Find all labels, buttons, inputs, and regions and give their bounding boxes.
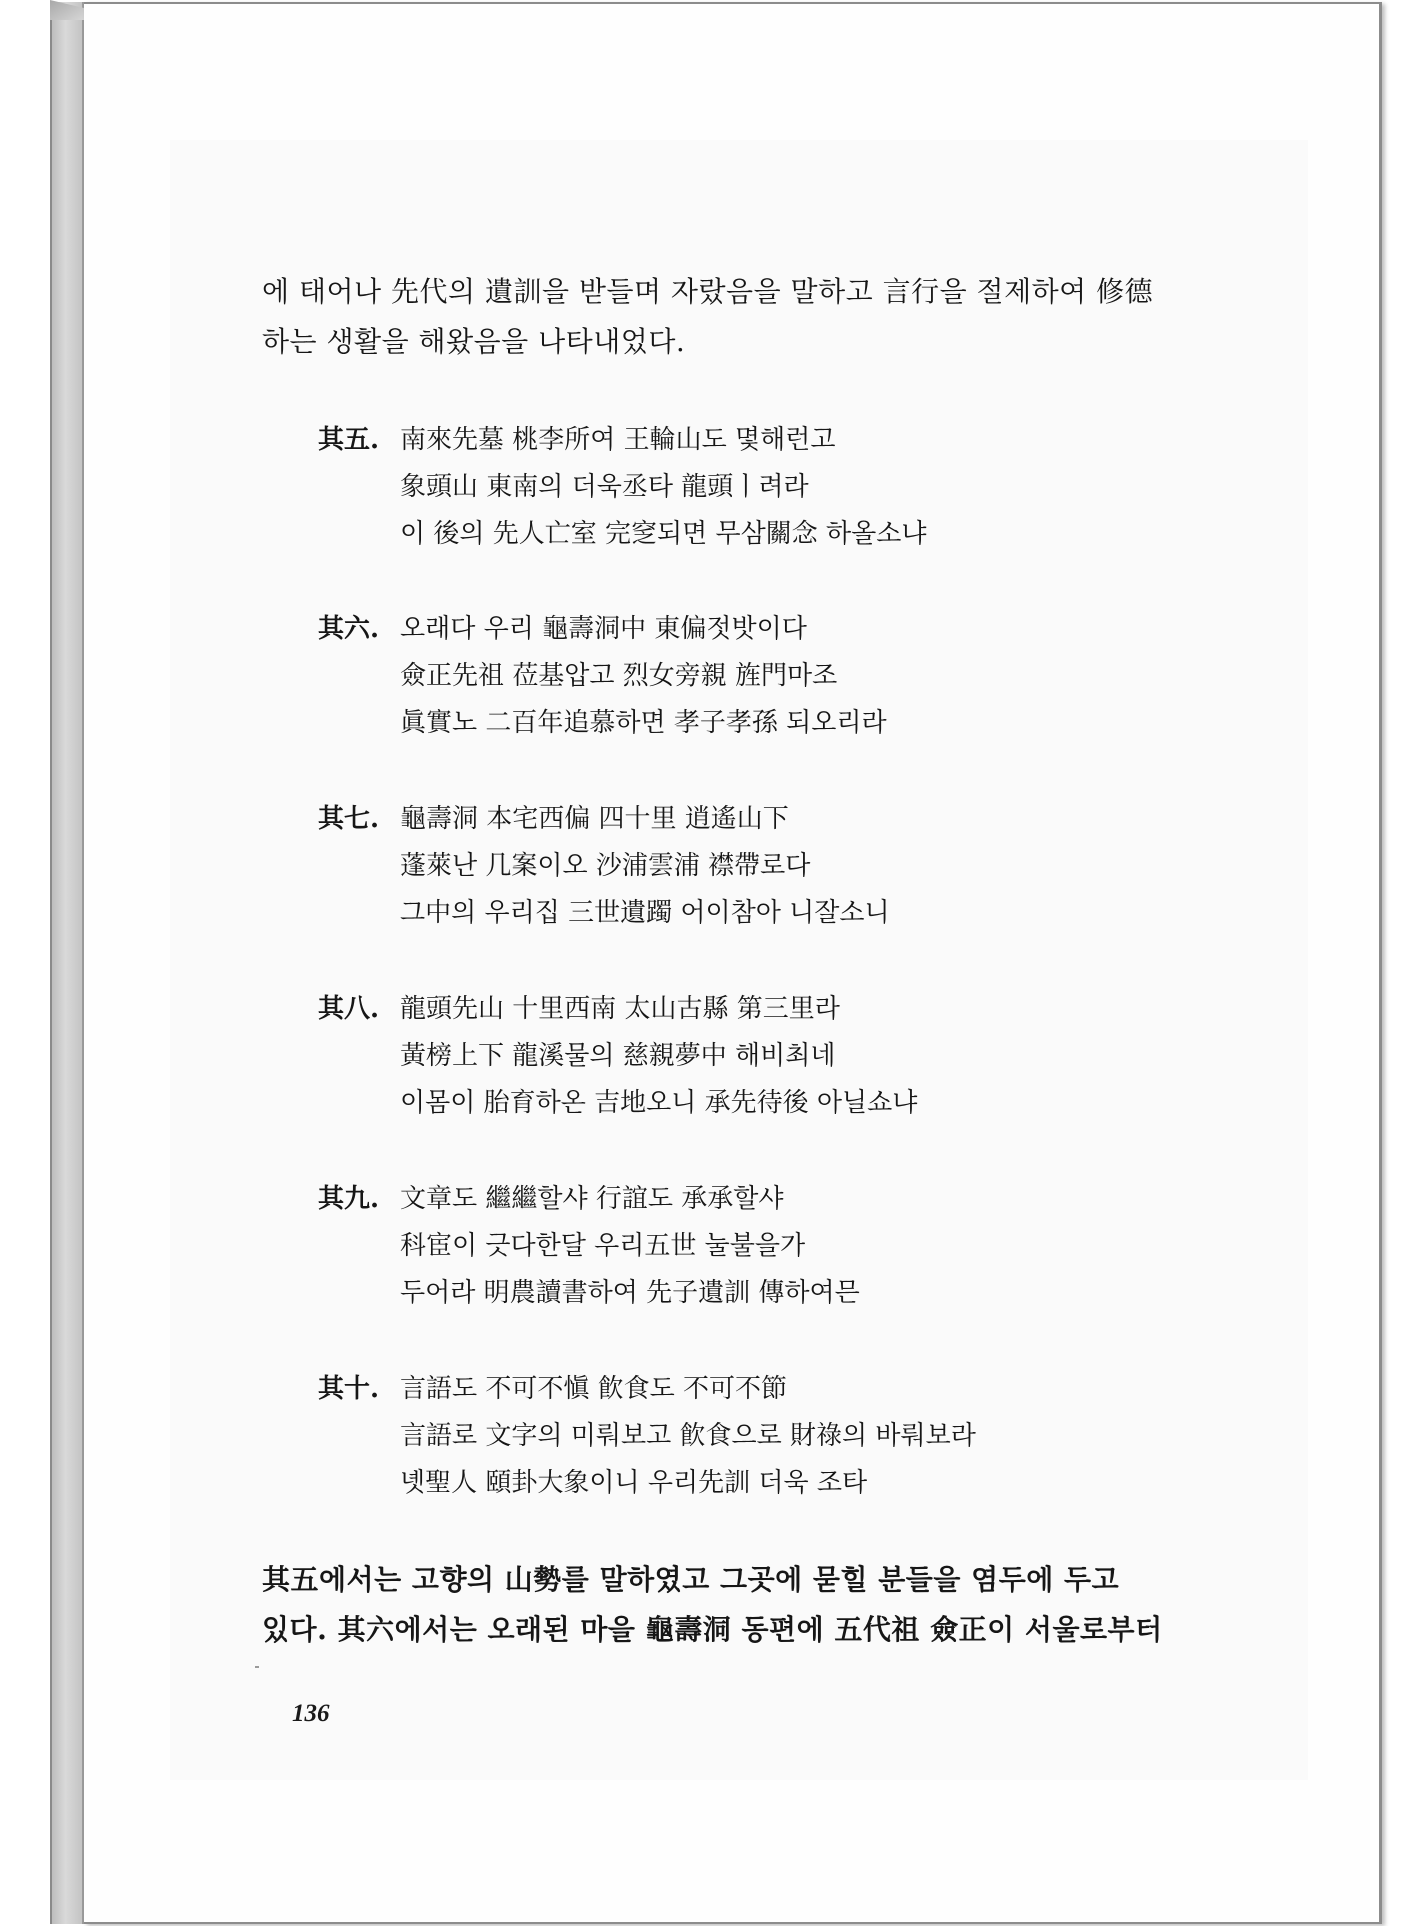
stanza-line	[318, 890, 890, 937]
stanza-4	[318, 986, 917, 1127]
stanza-line	[318, 986, 917, 1033]
stanza-text: 言語도 不可不愼 飮食도 不可不節	[400, 1374, 788, 1404]
stanza-line	[318, 606, 887, 653]
stanza-line	[318, 511, 926, 558]
stanza-line	[318, 843, 890, 890]
stanza-text: 그中의 우리집 三世遺躅 어이참아 니잘소니	[400, 898, 890, 928]
stanza-text: 蓬萊난 几案이오 沙浦雲浦 襟帶로다	[400, 851, 811, 881]
stanza-line	[318, 700, 887, 747]
stanza-text: 이몸이 胎育하온 吉地오니 承先待後 아닐쇼냐	[400, 1088, 918, 1118]
stanza-text: 言語로 文字의 미뤄보고 飮食으로 財祿의 바뤄보라	[400, 1421, 976, 1451]
stanza-2	[318, 606, 887, 747]
stanza-1	[318, 417, 926, 558]
paragraph-bottom	[262, 1555, 1252, 1655]
stanza-line	[318, 1413, 976, 1460]
stanza-label: 其十.	[318, 1374, 380, 1404]
stanza-text: 두어라 明農讀書하여 先子遺訓 傳하여믄	[400, 1278, 860, 1308]
stanza-line	[318, 464, 926, 511]
stanza-line	[318, 1223, 860, 1270]
stanza-line	[318, 1080, 917, 1127]
stanza-label: 其五.	[318, 425, 380, 455]
paragraph-line: 하는 생활을 해왔음을 나타내었다.	[262, 325, 686, 358]
stanza-text: 龜壽洞 本宅西偏 四十里 逍遙山下	[400, 804, 789, 834]
stanza-text: 이 後의 先人亡室 完窆되면 무삼關念 하올소냐	[400, 519, 927, 549]
stanza-text: 龍頭先山 十里西南 太山古縣 第三里라	[400, 994, 840, 1024]
stanza-text: 文章도 繼繼할샤 行誼도 承承할샤	[400, 1184, 784, 1214]
stanza-label: 其六.	[318, 614, 380, 644]
stanza-line	[318, 1176, 860, 1223]
stanza-text: 녯聖人 頤卦大象이니 우리先訓 더욱 조타	[400, 1468, 868, 1498]
stanza-label: 其七.	[318, 804, 380, 834]
stanza-line	[318, 417, 926, 464]
stanza-line	[318, 1366, 976, 1413]
scan-speck	[255, 1666, 259, 1668]
stanza-3	[318, 796, 890, 937]
stanza-line	[318, 1033, 917, 1080]
stanza-text: 南來先墓 桃李所여 王輪山도 몇해런고	[400, 425, 836, 455]
book-spine	[50, 2, 84, 1924]
stanza-5	[318, 1176, 860, 1317]
stanza-text: 오래다 우리 龜壽洞中 東偏젓밧이다	[400, 614, 807, 644]
stanza-text: 科宦이 긋다한달 우리五世 눌불을가	[400, 1231, 806, 1261]
stanza-6	[318, 1366, 976, 1507]
paragraph-line: 에 태어나 先代의 遺訓을 받들며 자랐음을 말하고 言行을 절제하여 修德	[262, 275, 1154, 308]
stanza-text: 僉正先祖 莅基압고 烈女旁親 旌門마조	[400, 661, 838, 691]
paragraph-top	[262, 267, 1252, 367]
paragraph-line: 其五에서는 고향의 山勢를 말하였고 그곳에 묻힐 분들을 염두에 두고	[262, 1563, 1120, 1596]
stanza-text: 黃榜上下 龍溪물의 慈親夢中 해비최네	[400, 1041, 836, 1071]
stanza-line	[318, 796, 890, 843]
stanza-label: 其八.	[318, 994, 380, 1024]
stanza-text: 象頭山 東南의 더욱丞타 龍頭ㅣ려라	[400, 472, 809, 502]
stanza-label: 其九.	[318, 1184, 380, 1214]
stanza-text: 眞實노 二百年追慕하면 孝子孝孫 되오리라	[400, 708, 887, 738]
stanza-line	[318, 1460, 976, 1507]
stanza-line	[318, 653, 887, 700]
scanned-text-area	[170, 140, 1308, 1780]
stanza-line	[318, 1270, 860, 1317]
paragraph-line: 있다. 其六에서는 오래된 마을 龜壽洞 동편에 五代祖 僉正이 서울로부터	[262, 1613, 1163, 1646]
page-number: 136	[292, 1700, 330, 1727]
